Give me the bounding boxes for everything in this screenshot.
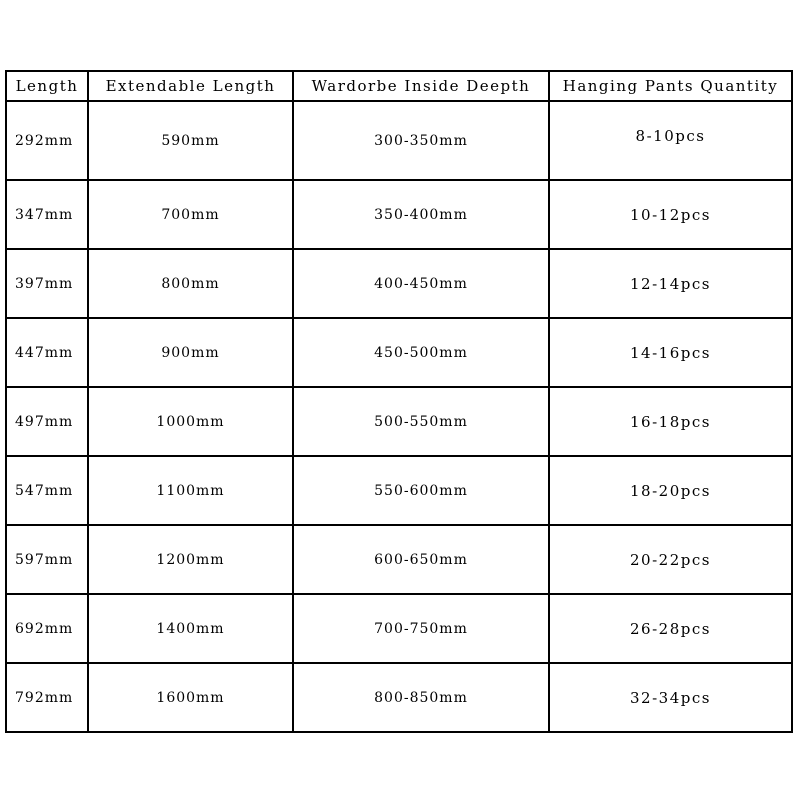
cell-pants-quantity: 16-18pcs: [549, 387, 792, 456]
table-row: [6, 594, 792, 663]
cell-extendable-length: 900mm: [88, 318, 293, 387]
cell-extendable-length: 590mm: [88, 101, 293, 180]
size-spec-table: [5, 70, 793, 733]
table-row: [6, 101, 792, 180]
cell-extendable-length: 1200mm: [88, 525, 293, 594]
table-row: [6, 387, 792, 456]
header-hanging-pants-quantity: Hanging Pants Quantity: [549, 71, 792, 101]
header-length: Length: [6, 71, 88, 101]
header-wardrobe-inside-depth: Wardorbe Inside Deepth: [293, 71, 549, 101]
cell-pants-quantity: 20-22pcs: [549, 525, 792, 594]
cell-inside-depth: 400-450mm: [293, 249, 549, 318]
cell-pants-quantity: 32-34pcs: [549, 663, 792, 732]
table-row: [6, 456, 792, 525]
cell-length: 447mm: [6, 318, 88, 387]
cell-length: 397mm: [6, 249, 88, 318]
cell-length: 292mm: [6, 101, 88, 180]
cell-extendable-length: 1000mm: [88, 387, 293, 456]
cell-inside-depth: 600-650mm: [293, 525, 549, 594]
cell-inside-depth: 700-750mm: [293, 594, 549, 663]
table-header-row: [6, 71, 792, 101]
cell-extendable-length: 800mm: [88, 249, 293, 318]
cell-length: 347mm: [6, 180, 88, 249]
cell-length: 792mm: [6, 663, 88, 732]
cell-extendable-length: 1600mm: [88, 663, 293, 732]
cell-extendable-length: 1400mm: [88, 594, 293, 663]
cell-pants-quantity: 18-20pcs: [549, 456, 792, 525]
cell-length: 547mm: [6, 456, 88, 525]
table-row: [6, 318, 792, 387]
header-extendable-length: Extendable Length: [88, 71, 293, 101]
cell-pants-quantity: 26-28pcs: [549, 594, 792, 663]
cell-inside-depth: 500-550mm: [293, 387, 549, 456]
cell-inside-depth: 800-850mm: [293, 663, 549, 732]
cell-extendable-length: 700mm: [88, 180, 293, 249]
cell-inside-depth: 350-400mm: [293, 180, 549, 249]
cell-pants-quantity: 12-14pcs: [549, 249, 792, 318]
table-row: [6, 525, 792, 594]
cell-pants-quantity: 14-16pcs: [549, 318, 792, 387]
cell-inside-depth: 450-500mm: [293, 318, 549, 387]
cell-extendable-length: 1100mm: [88, 456, 293, 525]
cell-inside-depth: 300-350mm: [293, 101, 549, 180]
table-row: [6, 180, 792, 249]
cell-pants-quantity: 10-12pcs: [549, 180, 792, 249]
cell-pants-quantity: 8-10pcs: [549, 101, 792, 180]
cell-inside-depth: 550-600mm: [293, 456, 549, 525]
cell-length: 597mm: [6, 525, 88, 594]
table-row: [6, 663, 792, 732]
cell-length: 497mm: [6, 387, 88, 456]
cell-length: 692mm: [6, 594, 88, 663]
table-row: [6, 249, 792, 318]
